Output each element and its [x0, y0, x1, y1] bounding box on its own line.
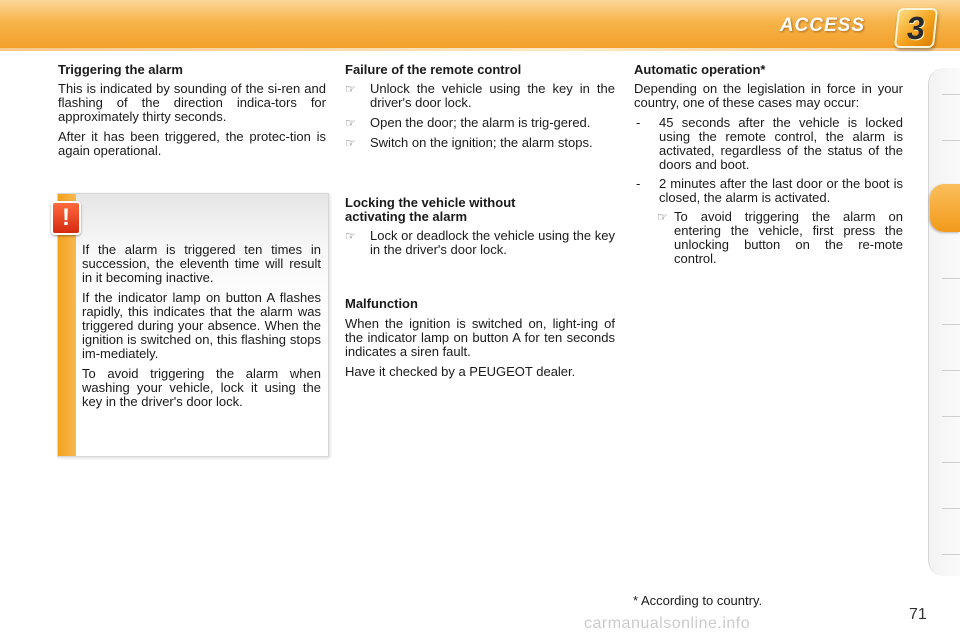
list-item: - 45 seconds after the vehicle is locked using the remote control, the alarm is activated, regardless of the status of the doors and boot.: [636, 115, 903, 172]
hand-pointer-icon: ☞: [345, 229, 356, 243]
warning-text: [82, 243, 321, 415]
tab-rail: [928, 68, 960, 576]
heading-failure-remote: Failure of the remote control: [345, 62, 522, 77]
section-title: ACCESS: [779, 15, 865, 36]
warning-paragraph: To avoid triggering the alarm when washing your vehicle, lock it using the key in the driver's door lock.: [82, 366, 321, 409]
list-item: ☞ Lock or deadlock the vehicle using the key in the driver's door lock.: [345, 228, 615, 257]
tab-separator: [942, 94, 960, 95]
column-automatic: [634, 63, 903, 271]
warning-icon: [51, 201, 81, 235]
tab-separator: [942, 508, 960, 509]
heading-triggering-alarm: Triggering the alarm: [58, 62, 183, 77]
hand-pointer-icon: ☞: [345, 82, 356, 96]
watermark: carmanualsonline.info: [584, 615, 751, 632]
column-malfunction: [345, 297, 615, 385]
exclamation-icon: !: [62, 204, 70, 231]
heading-automatic-operation: Automatic operation*: [634, 62, 766, 77]
paragraph: Have it checked by a PEUGEOT dealer.: [345, 364, 576, 379]
dash-marker: -: [636, 115, 641, 130]
hand-pointer-icon: ☞: [657, 210, 668, 224]
tab-separator: [942, 324, 960, 325]
heading-locking-without-alarm: Locking the vehicle without activating the alarm: [345, 195, 516, 224]
list-item: ☞ Unlock the vehicle using the key in the driver's door lock.: [345, 81, 615, 110]
warning-paragraph: If the alarm is triggered ten times in succession, the eleventh time will result in it becoming inactive.: [82, 242, 321, 285]
paragraph: This is indicated by sounding of the si-ren and flashing of the direction indica-tors for approximately thirty seconds.: [58, 81, 326, 124]
tab-separator: [942, 554, 960, 555]
paragraph: Depending on the legislation in force in your country, one of these cases may occur:: [634, 81, 903, 110]
paragraph: After it has been triggered, the protec-tion is again operational.: [58, 129, 326, 158]
list-item: ☞ To avoid triggering the alarm on entering the vehicle, first press the unlocking button on the re-mote control.: [657, 209, 903, 266]
column-remote: [345, 63, 615, 156]
dash-marker: -: [636, 176, 641, 191]
column-locking: [345, 196, 615, 263]
header-underline: [0, 48, 960, 51]
chapter-tabs: [928, 68, 960, 576]
hand-pointer-icon: ☞: [345, 116, 356, 130]
warning-paragraph: If the indicator lamp on button A flashes rapidly, this indicates that the alarm was triggered during your absence. When the ignition is switched on, this flashing stops im-mediately.: [82, 290, 321, 361]
tab-separator: [942, 416, 960, 417]
chapter-badge[interactable]: [894, 8, 938, 48]
list-item: ☞ Switch on the ignition; the alarm stops.: [345, 135, 593, 150]
footnote: * According to country.: [633, 593, 763, 608]
tab-separator: [942, 278, 960, 279]
list-item: - 2 minutes after the last door or the boot is closed, the alarm is activated.: [636, 176, 903, 205]
list-item: ☞ Open the door; the alarm is trig-gered.: [345, 115, 591, 130]
tab-separator: [942, 370, 960, 371]
chapter-number: 3: [905, 9, 927, 46]
chapter-tab-active[interactable]: [930, 184, 960, 232]
paragraph: When the ignition is switched on, light-ing of the indicator lamp on button A for ten seconds indicates a siren fault.: [345, 316, 615, 359]
tab-separator: [942, 462, 960, 463]
tab-separator: [942, 140, 960, 141]
page-number: 71: [909, 606, 927, 623]
column-triggering: [58, 63, 326, 164]
heading-malfunction: Malfunction: [345, 296, 418, 311]
hand-pointer-icon: ☞: [345, 136, 356, 150]
